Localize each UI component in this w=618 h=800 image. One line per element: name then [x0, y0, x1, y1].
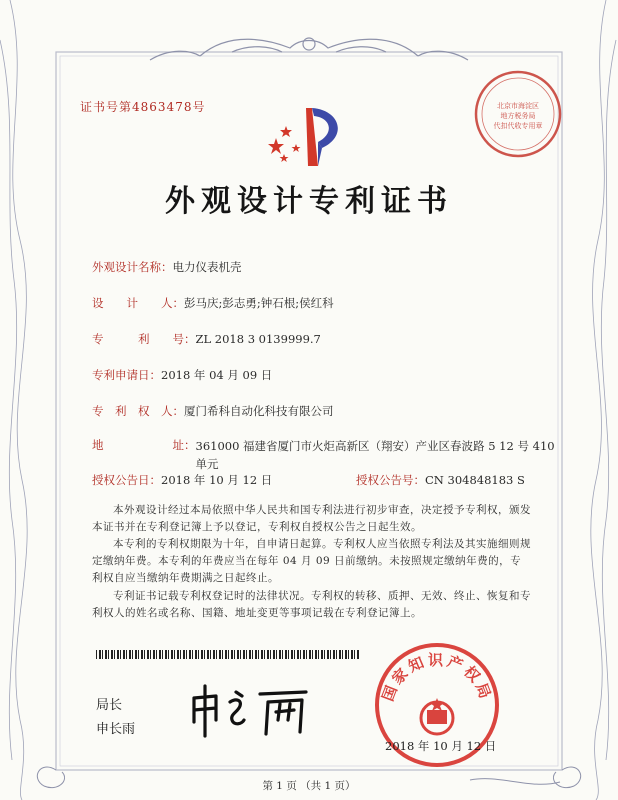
field-value: 361000 福建省厦门市火炬高新区（翔安）产业区春波路 5 12 号 410 单元 [195, 439, 555, 471]
barcode [96, 650, 360, 659]
certificate-number [80, 98, 205, 115]
field-label: 地 址： [92, 438, 196, 452]
field-patent-number [92, 331, 321, 347]
field-value: 厦门希科自动化科技有限公司 [184, 404, 334, 418]
certificate-title: 外观设计专利证书 [165, 184, 453, 219]
certificate-number-suffix: 号 [192, 100, 206, 114]
field-label: 外观设计名称： [92, 260, 173, 274]
field-value: 2018 年 10 月 12 日 [161, 473, 273, 487]
field-value: CN 304848183 S [425, 473, 525, 487]
field-grant-publication-number [356, 472, 525, 488]
certificate-number-label: 证书号第 [80, 100, 133, 114]
page-footer: 第 1 页 （共 1 页） [262, 780, 356, 792]
paragraph-legal-status: 专利证书记载专利权登记时的法律状况。专利权的转移、质押、无效、终止、恢复和专利权人的姓名或名称、国籍、地址变更等事项记载在专利登记簿上。 [92, 590, 531, 619]
paragraph-term-statement: 本专利的专利权期限为十年，自申请日起算。专利权人应当依照专利法及其实施细则规定缴纳年费。本专利的年费应当在每年 04 月 09 日前缴纳。未按照规定缴纳年费的，专利权自应当缴纳年费期满之日起终止。 [92, 538, 531, 584]
seal-text: 国家知识产权局 [378, 651, 496, 704]
tax-seal-stamp [472, 68, 564, 160]
field-design-name [92, 259, 242, 275]
field-grant-date [92, 472, 272, 488]
seal-date: 2018 年 10 月 12 日 [385, 739, 497, 753]
signature [186, 680, 326, 740]
field-label: 授权公告号： [356, 473, 425, 487]
field-patentee [92, 403, 334, 419]
field-label: 专 利 权 人： [92, 404, 184, 418]
field-designers [92, 295, 334, 311]
field-label: 专利申请日： [92, 368, 161, 382]
field-address [92, 437, 556, 473]
signatory-role: 局长 [96, 698, 123, 713]
svg-text:代扣代收专用章: 代扣代收专用章 [493, 122, 543, 130]
field-label: 授权公告日： [92, 473, 161, 487]
field-value: 彭马庆;彭志勇;钟石根;侯红科 [184, 296, 334, 310]
field-application-date [92, 367, 272, 383]
svg-text:地方税务局: 地方税务局 [500, 112, 536, 120]
field-label: 设 计 人： [92, 296, 184, 310]
field-value: 2018 年 04 月 09 日 [161, 368, 273, 382]
field-label: 专 利 号： [92, 332, 196, 346]
field-value: ZL 2018 3 0139999.7 [195, 332, 321, 346]
field-value: 电力仪表机壳 [172, 260, 242, 274]
paragraph-grant-statement: 本外观设计经过本局依照中华人民共和国专利法进行初步审查，决定授予专利权，颁发本证书并在专利登记簿上予以登记，专利权自授权公告之日起生效。 [92, 504, 531, 533]
certificate-number-value: 4863478 [132, 100, 193, 114]
patent-office-logo [262, 96, 354, 176]
svg-text:北京市海淀区: 北京市海淀区 [497, 102, 539, 110]
signatory-name: 申长雨 [96, 722, 136, 737]
